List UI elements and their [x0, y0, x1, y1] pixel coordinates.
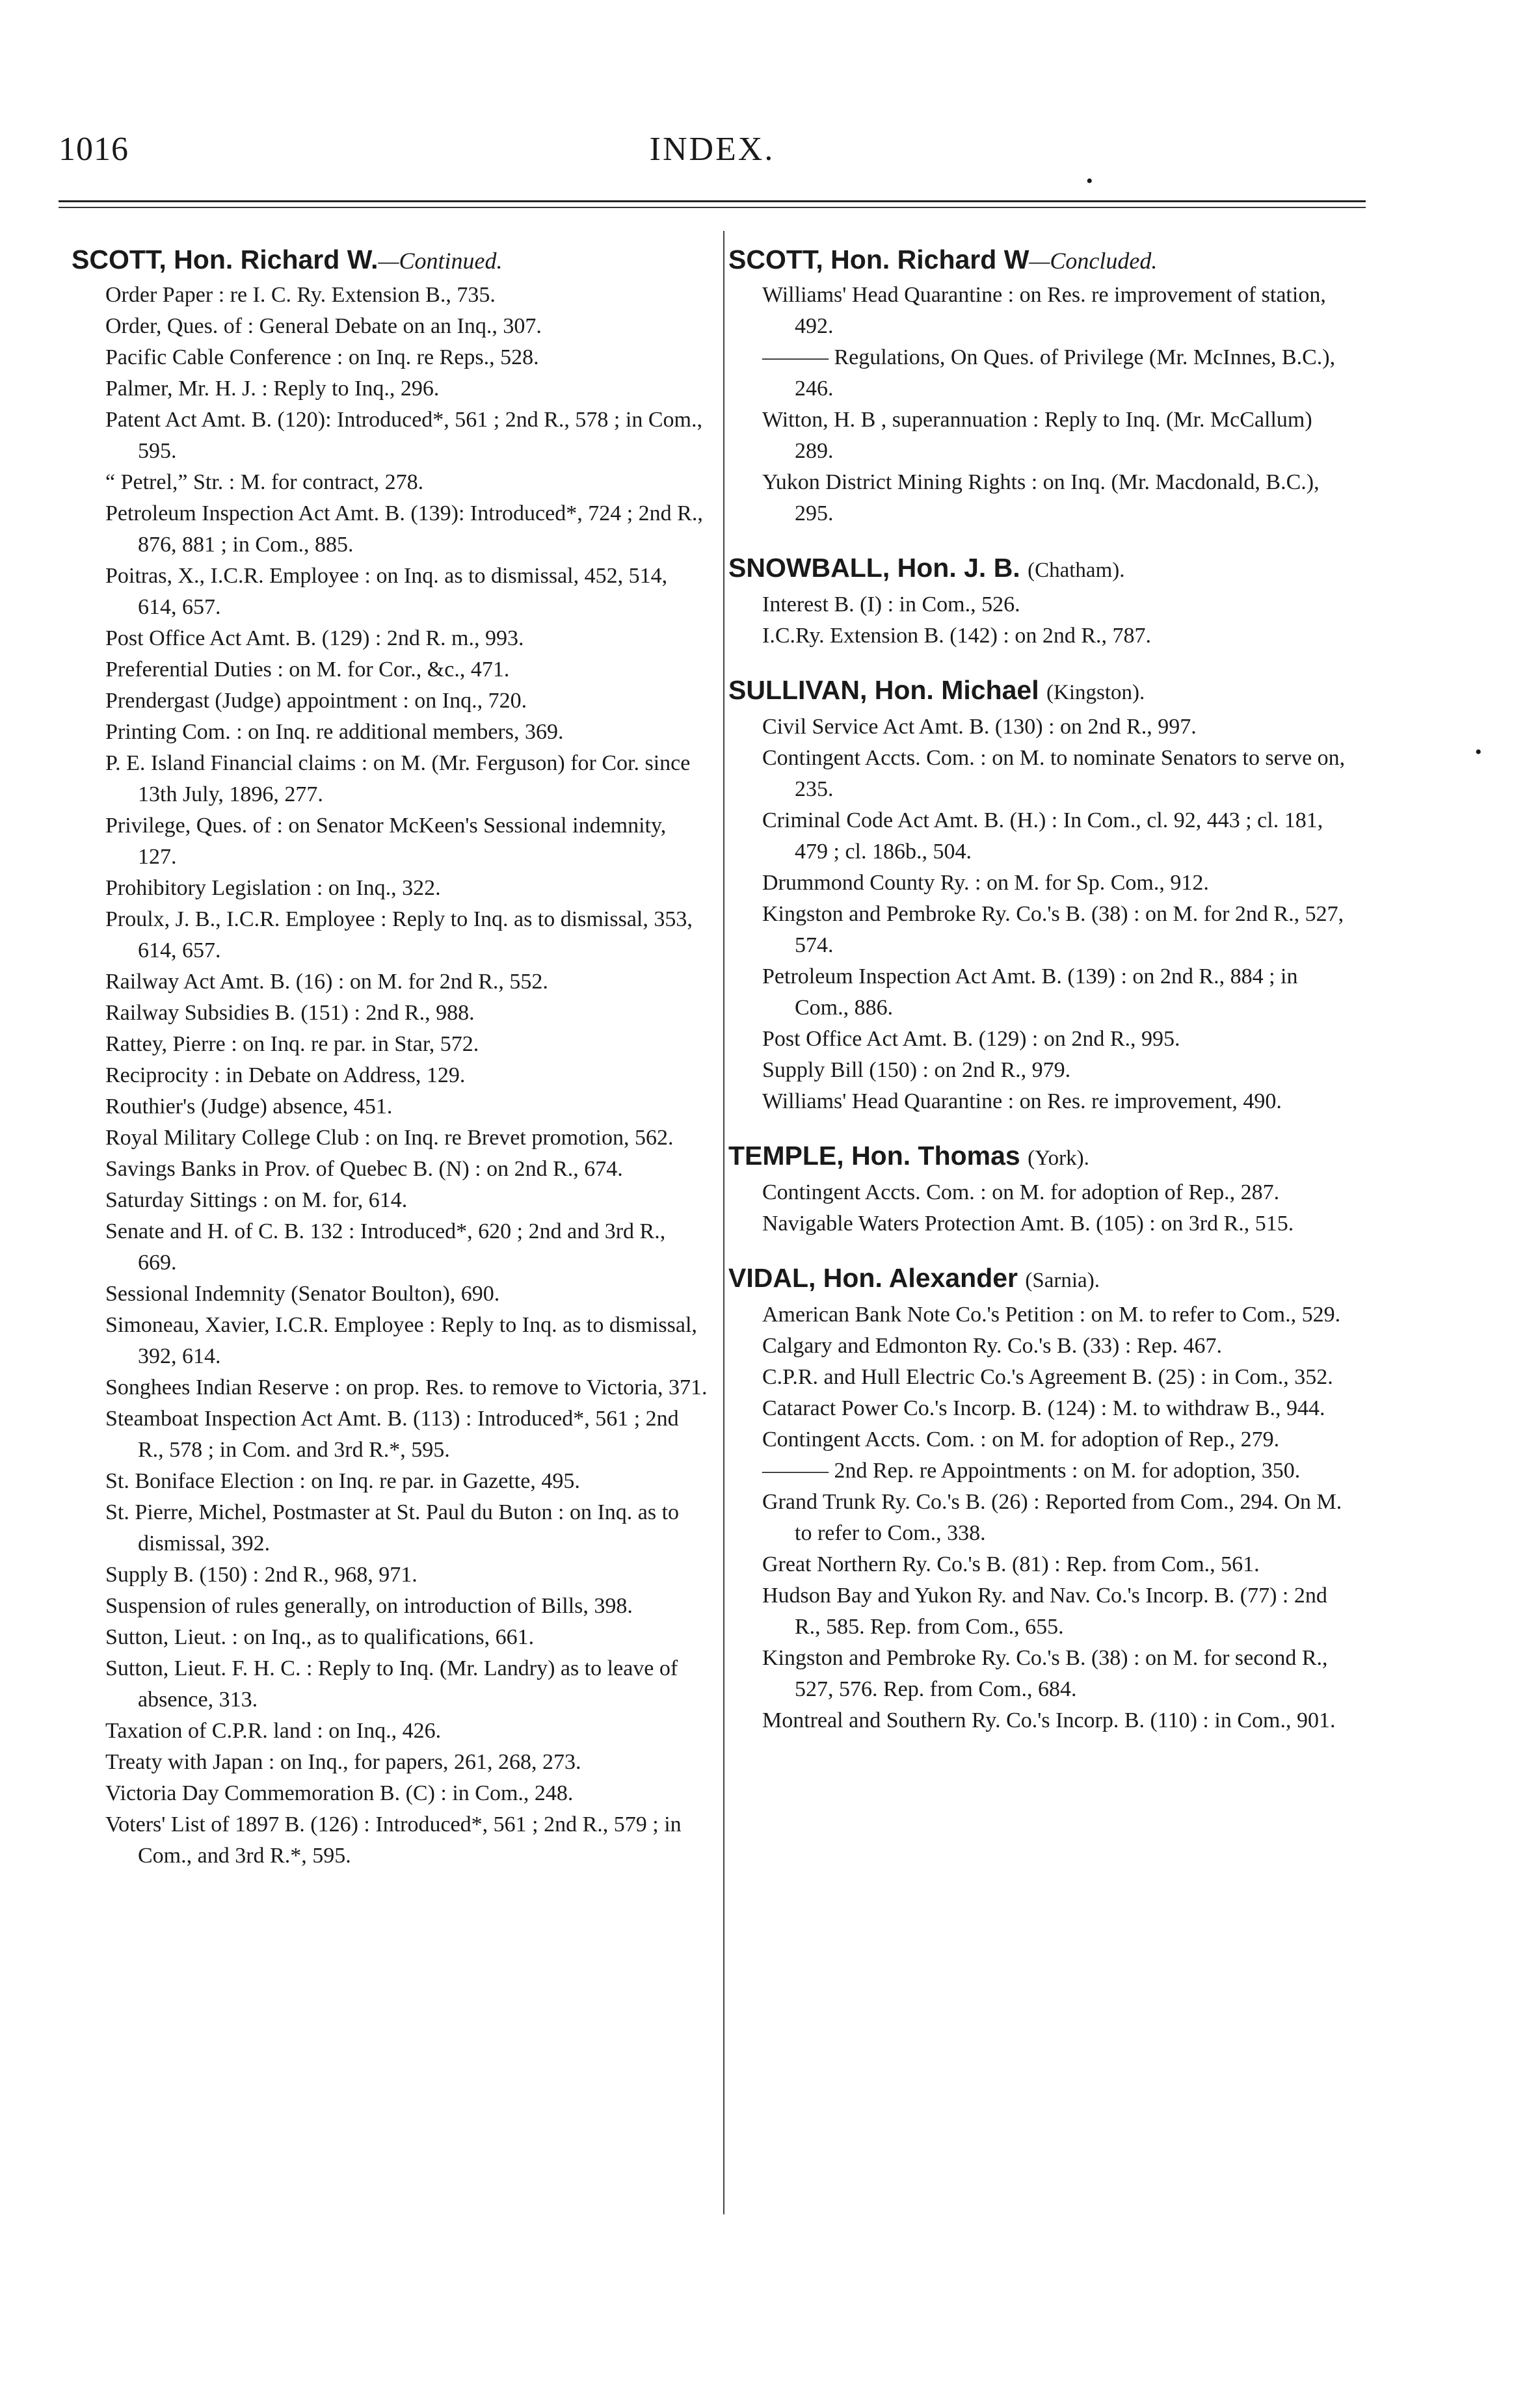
index-entry: Order Paper : re I. C. Ry. Extension B., 735. [105, 283, 496, 307]
index-entry: Calgary and Edmonton Ry. Co.'s B. (33) : Rep. 467. [762, 1334, 1223, 1358]
index-entry: Kingston and Pembroke Ry. Co.'s B. (38) : on M. for 2nd R., 527, 574. [762, 902, 1344, 957]
index-entry: Post Office Act Amt. B. (129) : 2nd R. m., 993. [105, 626, 524, 650]
index-entry: Kingston and Pembroke Ry. Co.'s B. (38) : on M. for second R., 527, 576. Rep. from Com., 684. [762, 1646, 1328, 1701]
index-entry: Petroleum Inspection Act Amt. B. (139): Introduced*, 724 ; 2nd R., 876, 881 ; in Com., 885. [105, 501, 703, 557]
page-number: 1016 [59, 131, 129, 168]
index-entry: Supply Bill (150) : on 2nd R., 979. [762, 1058, 1071, 1082]
index-entry: St. Boniface Election : on Inq. re par. in Gazette, 495. [105, 1469, 580, 1493]
index-entry: Interest B. (I) : in Com., 526. [762, 592, 1020, 617]
senator-name: VIDAL, Hon. Alexander [728, 1263, 1018, 1293]
index-entry: ——— 2nd Rep. re Appointments : on M. for adoption, 350. [762, 1459, 1301, 1483]
index-entry: Poitras, X., I.C.R. Employee : on Inq. as to dismissal, 452, 514, 614, 657. [105, 564, 668, 619]
constituency: (Chatham). [1028, 559, 1125, 582]
senator-name: SCOTT, Hon. Richard W. [72, 245, 378, 274]
index-entry: Criminal Code Act Amt. B. (H.) : In Com., cl. 92, 443 ; cl. 181, 479 ; cl. 186b., 504. [762, 808, 1323, 864]
index-entry: Civil Service Act Amt. B. (130) : on 2nd R., 997. [762, 715, 1197, 739]
index-entry: Savings Banks in Prov. of Quebec B. (N) : on 2nd R., 674. [105, 1157, 623, 1181]
index-entry: Rattey, Pierre : on Inq. re par. in Star, 572. [105, 1032, 479, 1056]
index-entry: Sessional Indemnity (Senator Boulton), 690. [105, 1282, 500, 1306]
stray-dot-mark: • [1475, 741, 1482, 763]
continuation-note: —Continued. [378, 248, 503, 274]
index-entry: Post Office Act Amt. B. (129) : on 2nd R., 995. [762, 1027, 1180, 1051]
index-entry: Drummond County Ry. : on M. for Sp. Com., 912. [762, 871, 1209, 895]
entry-list [728, 1177, 1353, 1240]
constituency: (Sarnia). [1025, 1269, 1100, 1292]
page-title: INDEX. [649, 131, 775, 168]
column-divider [723, 231, 724, 2214]
senator-heading [72, 241, 709, 280]
entry-list [72, 280, 709, 1872]
entry-list [728, 711, 1353, 1117]
entry-list [728, 589, 1353, 652]
index-entry: Prohibitory Legislation : on Inq., 322. [105, 876, 441, 900]
index-entry: Sutton, Lieut. : on Inq., as to qualifications, 661. [105, 1625, 535, 1649]
senator-heading [728, 1259, 1353, 1299]
index-entry: I.C.Ry. Extension B. (142) : on 2nd R., 787. [762, 624, 1152, 648]
index-entry: Hudson Bay and Yukon Ry. and Nav. Co.'s Incorp. B. (77) : 2nd R., 585. Rep. from Com., 655. [762, 1584, 1327, 1639]
index-entry: Preferential Duties : on M. for Cor., &c., 471. [105, 657, 510, 682]
index-entry: Simoneau, Xavier, I.C.R. Employee : Reply to Inq. as to dismissal, 392, 614. [105, 1313, 697, 1368]
index-entry: Saturday Sittings : on M. for, 614. [105, 1188, 408, 1212]
index-entry: Privilege, Ques. of : on Senator McKeen's Sessional indemnity, 127. [105, 814, 667, 869]
index-entry: Patent Act Amt. B. (120): Introduced*, 561 ; 2nd R., 578 ; in Com., 595. [105, 408, 702, 463]
index-entry: Supply B. (150) : 2nd R., 968, 971. [105, 1563, 418, 1587]
index-entry: Contingent Accts. Com. : on M. for adoption of Rep., 287. [762, 1180, 1280, 1204]
index-entry: Railway Act Amt. B. (16) : on M. for 2nd R., 552. [105, 970, 548, 994]
index-entry: Railway Subsidies B. (151) : 2nd R., 988. [105, 1001, 475, 1025]
index-entry: Contingent Accts. Com. : on M. for adoption of Rep., 279. [762, 1427, 1280, 1452]
index-entry: Contingent Accts. Com. : on M. to nominate Senators to serve on, 235. [762, 746, 1346, 801]
index-entry: American Bank Note Co.'s Petition : on M. to refer to Com., 529. [762, 1303, 1341, 1327]
index-entry: Treaty with Japan : on Inq., for papers, 261, 268, 273. [105, 1750, 581, 1774]
senator-name: SCOTT, Hon. Richard W [728, 245, 1029, 274]
senator-name: SULLIVAN, Hon. Michael [728, 675, 1039, 705]
index-entry: Reciprocity : in Debate on Address, 129. [105, 1063, 466, 1087]
senator-heading [728, 549, 1353, 589]
index-entry: Cataract Power Co.'s Incorp. B. (124) : M. to withdraw B., 944. [762, 1396, 1325, 1420]
continuation-note: —Concluded. [1029, 248, 1158, 274]
index-entry: Senate and H. of C. B. 132 : Introduced*, 620 ; 2nd and 3rd R., 669. [105, 1219, 666, 1275]
index-entry: Petroleum Inspection Act Amt. B. (139) : on 2nd R., 884 ; in Com., 886. [762, 964, 1298, 1020]
left-column [72, 241, 709, 1891]
index-entry: Grand Trunk Ry. Co.'s B. (26) : Reported from Com., 294. On M. to refer to Com., 338. [762, 1490, 1342, 1545]
constituency: (Kingston). [1046, 681, 1145, 704]
senator-heading [728, 671, 1353, 711]
index-entry: Victoria Day Commemoration B. (C) : in Com., 248. [105, 1781, 574, 1805]
index-entry: Routhier's (Judge) absence, 451. [105, 1094, 393, 1119]
index-entry: Prendergast (Judge) appointment : on Inq., 720. [105, 689, 527, 713]
index-entry: Witton, H. B , superannuation : Reply to Inq. (Mr. McCallum) 289. [762, 408, 1312, 463]
page-header [59, 130, 1366, 182]
index-entry: Palmer, Mr. H. J. : Reply to Inq., 296. [105, 377, 440, 401]
constituency: (York). [1028, 1147, 1089, 1170]
header-rule-top [59, 200, 1366, 202]
right-column [728, 241, 1353, 1756]
index-entry: Voters' List of 1897 B. (126) : Introduced*, 561 ; 2nd R., 579 ; in Com., and 3rd R.*, 595. [105, 1812, 682, 1868]
index-entry: Steamboat Inspection Act Amt. B. (113) : Introduced*, 561 ; 2nd R., 578 ; in Com. and 3rd R.*, 595. [105, 1407, 679, 1462]
index-entry: Sutton, Lieut. F. H. C. : Reply to Inq. (Mr. Landry) as to leave of absence, 313. [105, 1656, 678, 1712]
senator-heading [728, 241, 1353, 280]
index-entry: Printing Com. : on Inq. re additional members, 369. [105, 720, 564, 744]
senator-name: SNOWBALL, Hon. J. B. [728, 553, 1020, 583]
index-entry: Songhees Indian Reserve : on prop. Res. to remove to Victoria, 371. [105, 1375, 708, 1400]
index-entry: Montreal and Southern Ry. Co.'s Incorp. B. (110) : in Com., 901. [762, 1708, 1336, 1732]
index-entry: Proulx, J. B., I.C.R. Employee : Reply to Inq. as to dismissal, 353, 614, 657. [105, 907, 693, 962]
index-entry: Taxation of C.P.R. land : on Inq., 426. [105, 1719, 442, 1743]
index-entry: ——— Regulations, On Ques. of Privilege (Mr. McInnes, B.C.), 246. [762, 345, 1336, 401]
entry-list [728, 1299, 1353, 1736]
index-entry: Great Northern Ry. Co.'s B. (81) : Rep. from Com., 561. [762, 1552, 1260, 1576]
header-rule-bottom [59, 207, 1366, 208]
stray-dot-mark: • [1086, 170, 1093, 192]
index-entry: C.P.R. and Hull Electric Co.'s Agreement B. (25) : in Com., 352. [762, 1365, 1333, 1389]
index-entry: “ Petrel,” Str. : M. for contract, 278. [105, 470, 424, 494]
index-entry: Suspension of rules generally, on introduction of Bills, 398. [105, 1594, 633, 1618]
index-entry: St. Pierre, Michel, Postmaster at St. Paul du Buton : on Inq. as to dismissal, 392. [105, 1500, 680, 1556]
index-entry: Royal Military College Club : on Inq. re Brevet promotion, 562. [105, 1126, 674, 1150]
index-entry: Williams' Head Quarantine : on Res. re improvement of station, 492. [762, 283, 1326, 338]
index-entry: Pacific Cable Conference : on Inq. re Reps., 528. [105, 345, 539, 369]
senator-name: TEMPLE, Hon. Thomas [728, 1141, 1020, 1171]
index-entry: P. E. Island Financial claims : on M. (Mr. Ferguson) for Cor. since 13th July, 1896, 277. [105, 751, 691, 806]
index-entry: Navigable Waters Protection Amt. B. (105) : on 3rd R., 515. [762, 1212, 1294, 1236]
index-entry: Williams' Head Quarantine : on Res. re improvement, 490. [762, 1089, 1282, 1113]
index-entry: Yukon District Mining Rights : on Inq. (Mr. Macdonald, B.C.), 295. [762, 470, 1320, 525]
entry-list [728, 280, 1353, 529]
index-entry: Order, Ques. of : General Debate on an Inq., 307. [105, 314, 542, 338]
senator-heading [728, 1137, 1353, 1177]
